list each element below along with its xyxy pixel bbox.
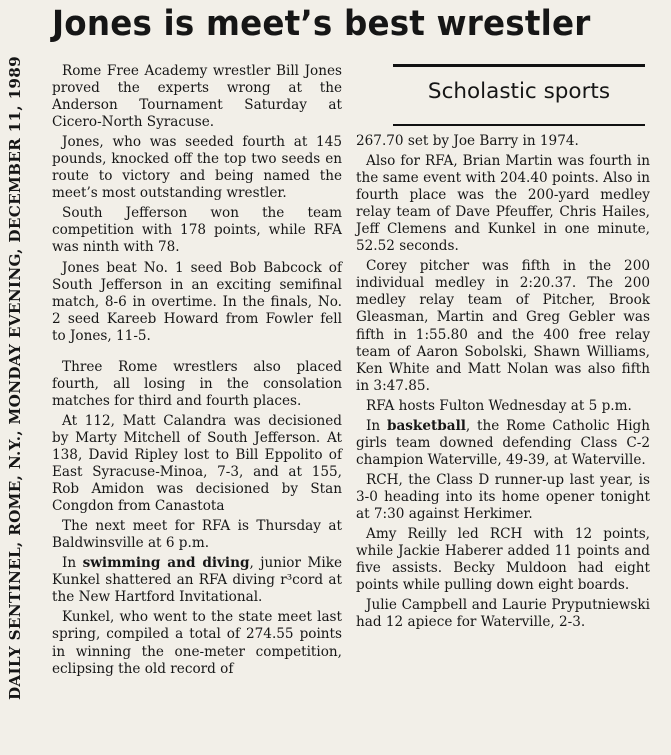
paragraph: Rome Free Academy wrestler Bill Jones proved the experts wrong at the Anderson Tournament Saturday at Cicero-North Syracuse. [52,63,342,131]
section-rule-top [393,64,645,67]
text-run: In [62,555,83,572]
paragraph: Corey pitcher was fifth in the 200 individual medley in 2:20.37. The 200 medley relay team of Pitcher, Brook Gleasman, Martin and Greg Gebler was fifth in 1:55.80 and the 400 free relay team of Aaron Sobolski, Shawn Williams, Ken White and Matt Nolan was also fifth in 3:47.85. [356,258,650,394]
paragraph [52,555,342,606]
paragraph: Also for RFA, Brian Martin was fourth in the same event with 204.40 points. Also in fourth place was the 200-yard medley relay team of Dave Pfeuffer, Chris Hailes, Jeff Clemens and Kunkel in one minute, 52.52 seconds. [356,153,650,255]
article-column-1 [52,63,342,681]
paragraph: Three Rome wrestlers also placed fourth, all losing in the consolation matches for third and fourth places. [52,358,342,409]
paragraph: At 112, Matt Calandra was decisioned by Marty Mitchell of South Jefferson. At 138, David Ripley lost to Bill Eppolito of East Syracuse-Minoa, 7-3, and at 155, Rob Amidon was decisioned by Stan Congdon from Canastota [52,412,342,515]
section-label: Scholastic sports [427,79,611,104]
paragraph: Kunkel, who went to the state meet last spring, compiled a total of 274.55 points in winning the one-meter competition, eclipsing the old record of [52,609,342,677]
bold-run: basketball [386,417,466,434]
headline: Jones is meet’s best wrestler [52,4,591,44]
text-run: , the Rome Catholic High girls team downed defending Class C-2 champion Waterville, 49-39, at Waterville. [356,417,650,468]
article-column-2 [356,133,650,634]
bold-run: swimming and diving [82,555,250,572]
paragraph [356,418,650,469]
text-run: , junior Mike Kunkel shattered an RFA diving r³cord at the New Hartford Invitational. [52,555,342,606]
section-rule-bottom [393,124,645,126]
paragraph: Jones beat No. 1 seed Bob Babcock of South Jefferson in an exciting semifinal match, 8-6 in overtime. In the finals, No. 2 seed Kareeb Howard from Fowler fell to Jones, 11-5. [52,259,342,344]
paragraph: RFA hosts Fulton Wednesday at 5 p.m. [366,397,632,414]
paragraph: 267.70 set by Joe Barry in 1974. [356,133,579,149]
paragraph: Amy Reilly led RCH with 12 points, while Jackie Haberer added 11 points and five assists. Becky Muldoon had eight points while pulling down eight boards. [356,526,650,594]
dateline-strip [0,0,30,755]
paragraph: South Jefferson won the team competition with 178 points, while RFA was ninth with 78. [52,205,342,256]
paragraph: RCH, the Class D runner-up last year, is 3-0 heading into its home opener tonight at 7:30 against Herkimer. [356,471,650,522]
paragraph: The next meet for RFA is Thursday at Baldwinsville at 6 p.m. [52,518,342,552]
dateline-text: DAILY SENTINEL, ROME, N.Y., MONDAY EVENING, DECEMBER 11, 1989 [6,55,24,701]
text-run: In [366,417,387,434]
paragraph: Julie Campbell and Laurie Pryputniewski had 12 apiece for Waterville, 2-3. [356,597,650,631]
paragraph: Jones, who was seeded fourth at 145 pounds, knocked off the top two seeds en route to victory and being named the meet’s most outstanding wrestler. [52,134,342,202]
